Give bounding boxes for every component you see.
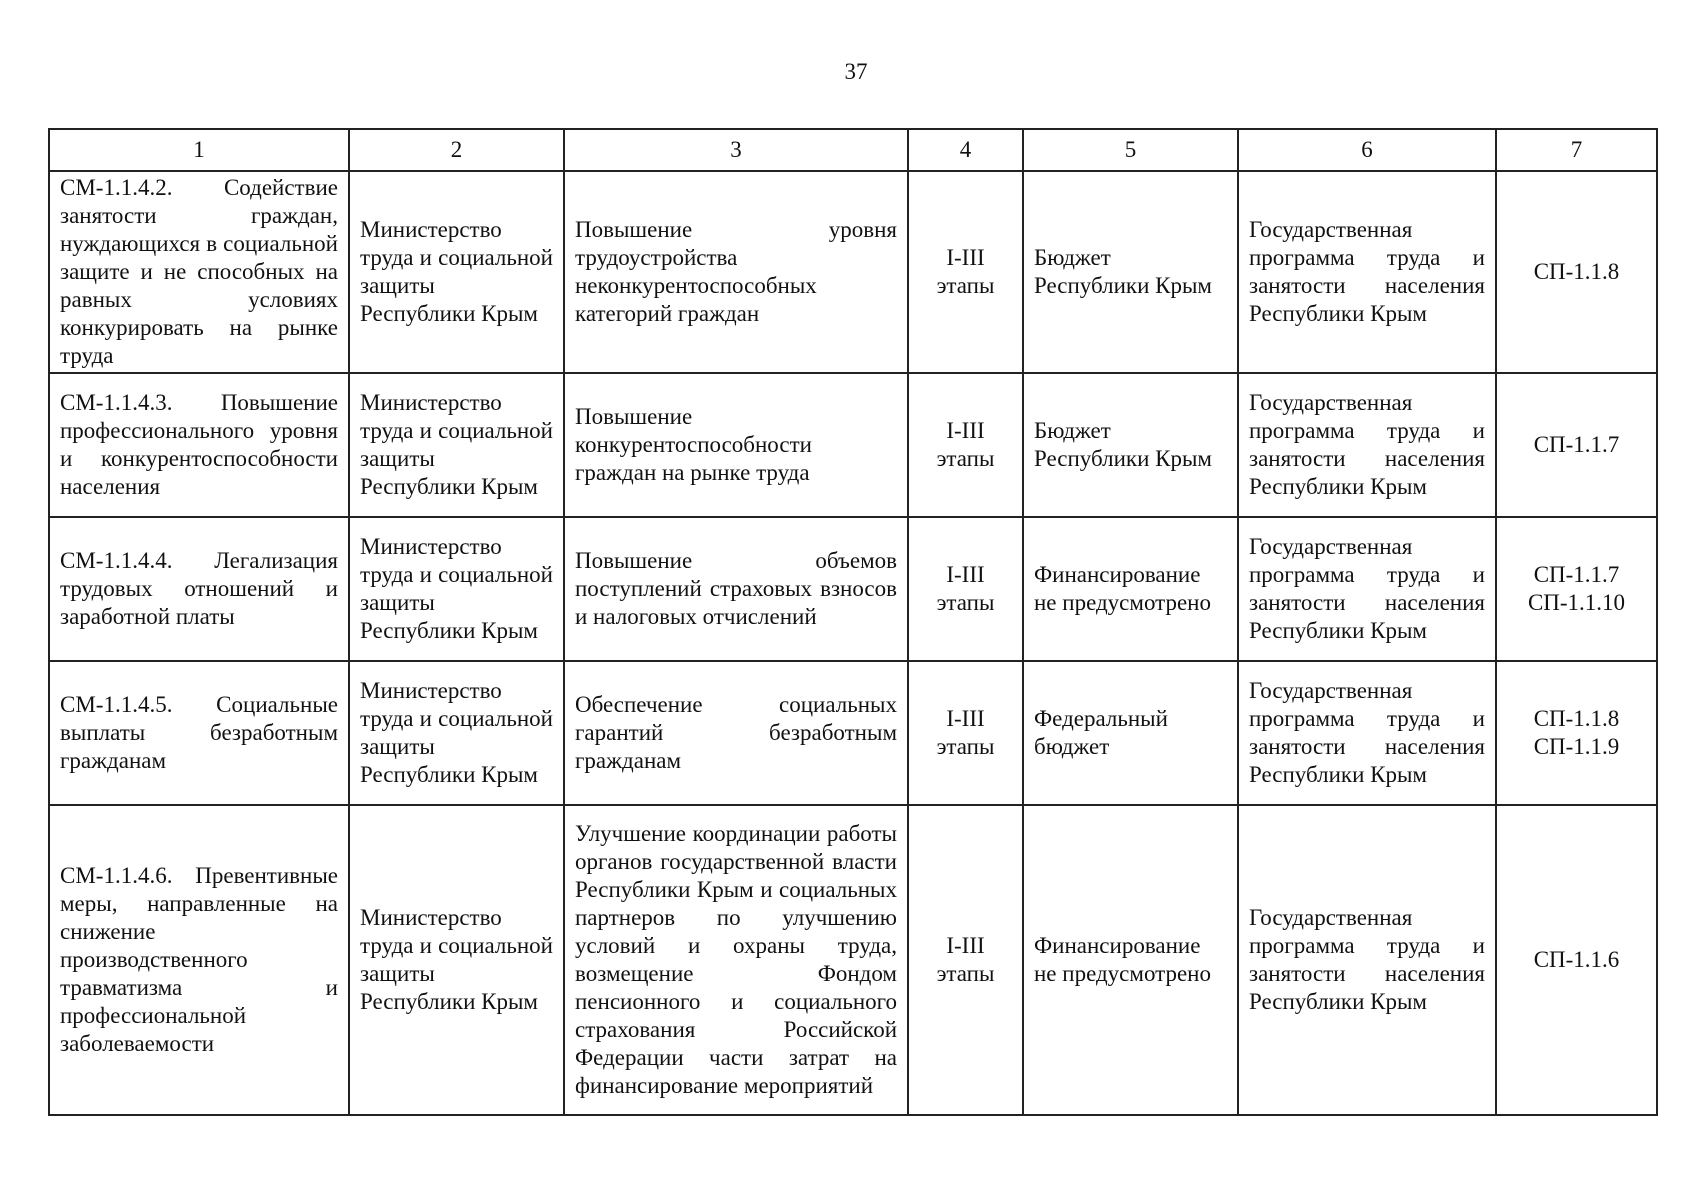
- measure-cell: СМ-1.1.4.5. Социальные выплаты безработным гражданам: [49, 661, 349, 805]
- table-row: [49, 373, 1657, 517]
- code-label: СП-1.1.9: [1533, 734, 1620, 759]
- program-cell: Государственная программа труда и занятости населения Республики Крым: [1238, 171, 1496, 373]
- column-header: 3: [564, 129, 908, 171]
- page-number: 37: [844, 59, 868, 84]
- result-cell: Обеспечение социальных гарантий безработным гражданам: [564, 661, 908, 805]
- code-label: СП-1.1.7: [1533, 562, 1620, 587]
- codes-cell: [1496, 373, 1657, 517]
- code-label: СП-1.1.7: [1533, 432, 1620, 457]
- table-row: [49, 171, 1657, 373]
- program-cell: Государственная программа труда и занятости населения Республики Крым: [1238, 373, 1496, 517]
- measure-cell: СМ-1.1.4.4. Легализация трудовых отношений и заработной платы: [49, 517, 349, 661]
- column-header: 2: [349, 129, 564, 171]
- stages-cell: I-III этапы: [908, 373, 1023, 517]
- result-cell: Повышение конкурентоспособности граждан на рынке труда: [564, 373, 908, 517]
- result-cell: Повышение объемов поступлений страховых взносов и налоговых отчислений: [564, 517, 908, 661]
- stages-cell: I-III этапы: [908, 661, 1023, 805]
- column-header: 6: [1238, 129, 1496, 171]
- funding-cell: Финансирование не предусмотрено: [1023, 517, 1238, 661]
- codes-cell: [1496, 805, 1657, 1115]
- executor-cell: Министерство труда и социальной защиты Республики Крым: [349, 805, 564, 1115]
- measure-cell: СМ-1.1.4.6. Превентивные меры, направленные на снижение производственного травматизма и профессиональной заболеваемости: [49, 805, 349, 1115]
- table-row: [49, 805, 1657, 1115]
- stages-cell: I-III этапы: [908, 517, 1023, 661]
- executor-cell: Министерство труда и социальной защиты Республики Крым: [349, 661, 564, 805]
- executor-cell: Министерство труда и социальной защиты Республики Крым: [349, 517, 564, 661]
- table-row: [49, 517, 1657, 661]
- funding-cell: Бюджет Республики Крым: [1023, 171, 1238, 373]
- program-cell: Государственная программа труда и занятости населения Республики Крым: [1238, 661, 1496, 805]
- funding-cell: Федеральный бюджет: [1023, 661, 1238, 805]
- code-label: СП-1.1.8: [1533, 259, 1620, 284]
- executor-cell: Министерство труда и социальной защиты Республики Крым: [349, 171, 564, 373]
- table-header-row: [49, 129, 1657, 171]
- funding-cell: Бюджет Республики Крым: [1023, 373, 1238, 517]
- code-label: СП-1.1.8: [1533, 706, 1620, 731]
- column-header: 1: [49, 129, 349, 171]
- executor-cell: Министерство труда и социальной защиты Республики Крым: [349, 373, 564, 517]
- code-label: СП-1.1.10: [1527, 590, 1626, 615]
- stages-cell: I-III этапы: [908, 805, 1023, 1115]
- measure-cell: СМ-1.1.4.2. Содействие занятости граждан, нуждающихся в социальной защите и не способных на равных условиях конкурировать на рынке труда: [49, 171, 349, 373]
- codes-cell: [1496, 171, 1657, 373]
- measure-cell: СМ-1.1.4.3. Повышение профессионального уровня и конкурентоспособности населения: [49, 373, 349, 517]
- codes-cell: [1496, 661, 1657, 805]
- result-cell: Улучшение координации работы органов государственной власти Республики Крым и социальных партнеров по улучшению условий и охраны труда, возмещение Фондом пенсионного и социального страхования Российской Федерации части затрат на финансирование мероприятий: [564, 805, 908, 1115]
- column-header: 4: [908, 129, 1023, 171]
- result-cell: Повышение уровня трудоустройства неконкурентоспособных категорий граждан: [564, 171, 908, 373]
- program-cell: Государственная программа труда и занятости населения Республики Крым: [1238, 805, 1496, 1115]
- column-header: 5: [1023, 129, 1238, 171]
- program-cell: Государственная программа труда и занятости населения Республики Крым: [1238, 517, 1496, 661]
- column-header: 7: [1496, 129, 1657, 171]
- funding-cell: Финансирование не предусмотрено: [1023, 805, 1238, 1115]
- table-row: [49, 661, 1657, 805]
- code-label: СП-1.1.6: [1533, 947, 1620, 972]
- measures-table: [48, 128, 1658, 1116]
- stages-cell: I-III этапы: [908, 171, 1023, 373]
- codes-cell: [1496, 517, 1657, 661]
